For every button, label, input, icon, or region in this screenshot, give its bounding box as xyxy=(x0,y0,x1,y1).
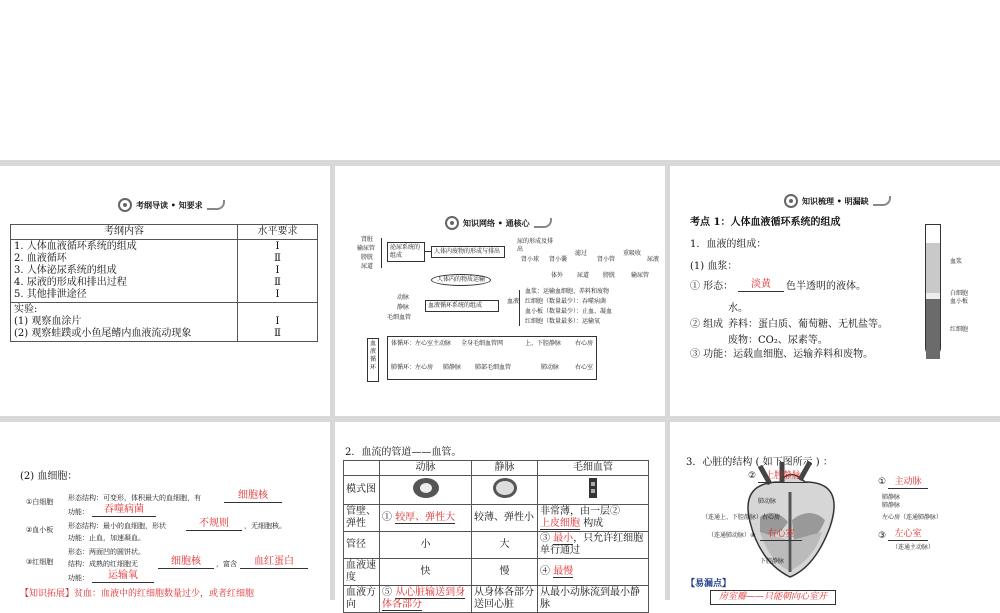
label-number: ① xyxy=(878,477,887,487)
artery-lumen: 小 xyxy=(380,532,472,559)
vein-wall: 较薄、弹性小 xyxy=(472,505,538,532)
row-label: 管径 xyxy=(344,532,380,559)
urinary-part-label: 输尿管 xyxy=(357,245,376,252)
capillary-wall-text: 非常薄，由一层② xyxy=(540,506,620,517)
answer-number: ③ xyxy=(540,533,550,544)
vein-image-cell xyxy=(472,476,538,505)
wbc-function-label: 功能： xyxy=(68,508,89,516)
platelet-shape-answer: 不规则 xyxy=(186,518,242,531)
blood-component: 红细胞（数量最多）：运输氧 xyxy=(525,318,601,325)
slide-blood-cells[interactable] xyxy=(0,422,330,600)
left-ventricle-answer: 左心室 xyxy=(888,528,928,541)
rbc-structure-mid: ，富含 xyxy=(216,560,237,568)
row-label: 血液方向 xyxy=(344,586,380,613)
compass-ornament-icon xyxy=(445,216,459,230)
artery-speed: 快 xyxy=(380,559,472,586)
blood-component: 血浆：运输血细胞、养料和废物 xyxy=(525,288,610,295)
artery-direction-cell xyxy=(380,586,472,613)
urinary-part-label: 肾脏 xyxy=(361,236,374,243)
header-cell: 静脉 xyxy=(472,461,538,476)
platelet-shape-suffix: ，无细胞核。 xyxy=(244,522,286,530)
badge-label: 考纲导读 • 知要求 xyxy=(136,200,203,210)
slide-grid xyxy=(0,160,1000,610)
content-line: (2) 观察蛙蹼或小鱼尾鳍内血液流动现象 xyxy=(14,328,192,339)
loop-node: 上、下腔静脉 xyxy=(525,340,562,347)
right-ventricle-answer: 右心室 xyxy=(760,528,802,541)
header-cell: 动脉 xyxy=(380,461,472,476)
requirements-table xyxy=(10,224,318,342)
platelet-shape-text: 形态结构：最小的血细胞，形状 xyxy=(68,522,166,530)
knowledge-extension: 【知识拓展】贫血：血液中的红细胞数量过少，或者红细胞 xyxy=(20,589,255,599)
loop-node: 肺静脉 xyxy=(443,364,462,371)
vein-direction: 从身体各部分送回心脏 xyxy=(472,586,538,613)
header-cell: 毛细血管 xyxy=(538,461,649,476)
section-badge xyxy=(118,196,225,214)
flow-node: 肾小管 xyxy=(597,256,616,263)
plasma-form-text: 色半透明的液体。 xyxy=(786,281,866,292)
level-value: Ⅱ xyxy=(274,253,281,264)
platelet-label: ②血小板 xyxy=(26,526,54,534)
left-atrium-label: 左心房（连通肺静脉） xyxy=(882,514,943,521)
plasma-components-label: ② 组成 xyxy=(690,319,724,330)
capillary-image-cell xyxy=(538,476,649,505)
transport-oval: 人体内的物质运输 xyxy=(431,274,491,286)
artery-direction-answer: 从心脏输送到身体各部分 xyxy=(382,587,466,610)
table-row xyxy=(344,586,649,613)
topic-heading: 考点 1：人体血液循环系统的组成 xyxy=(690,217,841,228)
table-row xyxy=(344,505,649,532)
blood-test-tube xyxy=(925,224,941,356)
heart-title: 3．心脏的结构 ( 如下图所示 ) ： xyxy=(686,457,833,468)
flow-node: 输尿管 xyxy=(631,272,650,279)
label-number: ③ xyxy=(878,531,887,541)
pulmonary-artery-label: 肺动脉 xyxy=(758,498,777,505)
tip-heading: 【易漏点】 xyxy=(686,579,732,589)
slide-knowledge-review[interactable] xyxy=(670,166,1000,416)
plasma-nutrients: 养料：蛋白质、葡萄糖、无机盐等。 xyxy=(728,319,888,330)
capillary-wall-suffix: 构成 xyxy=(583,518,604,529)
platelet-function: 功能：止血，加速凝血。 xyxy=(68,534,145,542)
table-row xyxy=(344,559,649,586)
left-ventricle-note: （连通主动脉） xyxy=(892,544,935,551)
aorta-answer: 主动脉 xyxy=(888,476,928,489)
plasma-function: ③ 功能：运载血细胞、运输养料和废物。 xyxy=(690,349,874,360)
vein-speed: 慢 xyxy=(472,559,538,586)
slide-knowledge-network[interactable] xyxy=(335,166,665,416)
vessels-title: 2．血流的管道——血管。 xyxy=(345,447,462,458)
right-atrium-label: （连通上、下腔静脉）右心房 xyxy=(702,514,781,521)
level-value: Ⅰ xyxy=(275,289,280,300)
plasma-water: 水。 xyxy=(728,303,748,314)
waste-excretion-box: 人体内废物的形成与排出 xyxy=(431,246,505,258)
content-line: 实验: xyxy=(14,304,38,315)
slide-heart-structure[interactable] xyxy=(670,422,1000,600)
content-line: 1. 人体血液循环系统的组成 xyxy=(14,241,137,252)
plasma-waste: 废物：CO₂、尿素等。 xyxy=(728,335,828,346)
bracket-line xyxy=(381,238,382,268)
flow-node: 膀胱 xyxy=(603,272,616,279)
table-row xyxy=(344,532,649,559)
capillary-lumen-suffix: ，只允许红细胞单行通过 xyxy=(540,533,644,556)
urinary-part-label: 膀胱 xyxy=(361,254,374,261)
header-cell xyxy=(344,461,380,476)
circulation-box: 血液循环 xyxy=(367,338,379,382)
inferior-vena-cava-label: 下腔静脉 xyxy=(760,558,785,565)
rbc-layer xyxy=(926,299,940,359)
pulmonary-vein-label: 肺静脉 xyxy=(882,494,901,501)
wbc-label: ①白细胞 xyxy=(26,498,54,506)
urinary-system-box: 泌尿系统的组成 xyxy=(387,242,425,262)
capillary-lumen-cell xyxy=(538,532,649,559)
content-cell xyxy=(11,303,238,342)
blood-cells-title: (2) 血细胞： xyxy=(20,471,78,482)
blood-component: 红细胞（数量最少）：吞噬病菌 xyxy=(525,298,607,305)
flow-node: 尿液 xyxy=(647,256,660,263)
artery-image-cell xyxy=(380,476,472,505)
scroll-tail-icon xyxy=(534,218,552,228)
capillary-speed-answer: 最慢 xyxy=(553,566,574,577)
answer-number: ① xyxy=(382,512,392,523)
badge-label: 知识网络 • 通核心 xyxy=(463,218,530,228)
vein-lumen: 大 xyxy=(472,532,538,559)
flow-node: 体外 xyxy=(551,272,564,279)
rbc-shape: 形态：两面凹的圆饼状。 xyxy=(68,548,145,556)
row-label: 血液速度 xyxy=(344,559,380,586)
flow-step-label: 滤过 xyxy=(575,250,588,257)
vein-cross-section-icon xyxy=(490,477,520,499)
answer-number: ④ xyxy=(540,566,550,577)
level-value: Ⅰ xyxy=(275,316,280,327)
pulmonary-vein-label: 肺静脉 xyxy=(882,502,901,509)
urinary-part-label: 尿道 xyxy=(361,263,374,270)
level-value: Ⅱ xyxy=(274,328,281,339)
header-content: 考纲内容 xyxy=(11,225,238,240)
loop-node: 肺动脉 xyxy=(541,364,560,371)
tube-label: 血小板 xyxy=(950,298,969,305)
plasma-color-answer: 淡黄 xyxy=(738,279,784,292)
table-row xyxy=(11,303,318,342)
level-value: Ⅱ xyxy=(274,277,281,288)
badge-label: 知识梳理 • 明漏缺 xyxy=(802,196,869,206)
flow-node: 肾小囊 xyxy=(549,256,568,263)
rbc-function-label: 功能： xyxy=(68,574,89,582)
flow-node: 尿道 xyxy=(577,272,590,279)
tube-label: 红细胞 xyxy=(950,326,969,333)
content-cell xyxy=(11,240,238,303)
level-value: Ⅰ xyxy=(275,265,280,276)
slide-blood-vessels[interactable] xyxy=(335,422,665,610)
content-line: 2. 血液循环 xyxy=(14,253,67,264)
compass-ornament-icon xyxy=(118,198,132,212)
superior-vena-cava-answer: 上腔静脉 xyxy=(758,470,808,483)
capillary-wall-answer: 上皮细胞 xyxy=(540,518,580,529)
plasma-layer xyxy=(926,243,940,293)
row-label: 管壁、弹性 xyxy=(344,505,380,532)
blood-composition-title: 1．血液的组成： xyxy=(690,239,767,250)
header-level: 水平要求 xyxy=(238,225,318,240)
table-row xyxy=(11,240,318,303)
row-label: 模式图 xyxy=(344,476,380,505)
table-row xyxy=(344,461,649,476)
content-line: 5. 其他排泄途径 xyxy=(14,289,87,300)
table-row xyxy=(344,476,649,505)
rbc-structure-text: 结构：成熟的红细胞无 xyxy=(68,560,138,568)
urine-formation-label: 尿的形成及排出 xyxy=(517,238,554,253)
flow-step-label: 重吸收 xyxy=(623,250,642,257)
content-line: 4. 尿液的形成和排出过程 xyxy=(14,277,127,288)
rbc-label: ③红细胞 xyxy=(26,558,54,566)
rbc-hemoglobin-answer: 血红蛋白 xyxy=(240,556,308,569)
loop-node: 肺循环：左心房 xyxy=(391,364,434,371)
vessel-label: 毛细血管 xyxy=(387,314,412,321)
scroll-tail-icon xyxy=(873,196,891,206)
loop-node: 肺部毛细血管 xyxy=(475,364,512,371)
circulatory-system-box: 血液循环系统的组成 xyxy=(425,300,499,312)
capillary-lumen-answer: 最小 xyxy=(553,533,574,544)
compass-ornament-icon xyxy=(784,194,798,208)
wbc-function-answer: 吞噬病菌 xyxy=(92,504,156,517)
label-number: ② xyxy=(748,471,757,481)
level-value xyxy=(241,304,314,316)
blood-label: 血液 xyxy=(507,298,520,305)
artery-wall-cell xyxy=(380,505,472,532)
vessel-comparison-table xyxy=(343,460,649,613)
answer-number: ⑤ xyxy=(382,587,392,598)
tube-label: 白细胞 xyxy=(950,290,969,297)
artery-wall-answer: 较厚、弹性大 xyxy=(395,512,456,523)
scroll-tail-icon xyxy=(207,200,225,210)
level-cell xyxy=(238,240,318,303)
capillary-direction: 从最小动脉流到最小静脉 xyxy=(538,586,649,613)
content-line: 3. 人体泌尿系统的组成 xyxy=(14,265,117,276)
section-badge xyxy=(445,214,552,232)
artery-cross-section-icon xyxy=(411,477,441,499)
flow-node: 肾小球 xyxy=(521,256,540,263)
tube-label: 血浆 xyxy=(950,258,963,265)
loop-node: 主动脉 xyxy=(433,340,452,347)
plasma-form-label: ① 形态： xyxy=(690,281,734,292)
loop-node: 右心房 xyxy=(575,340,594,347)
level-value: Ⅰ xyxy=(275,241,280,252)
blank-top-area xyxy=(0,0,1000,160)
capillary-icon xyxy=(587,477,599,499)
vessel-label: 静脉 xyxy=(397,304,410,311)
level-cell xyxy=(238,303,318,342)
loop-node: 体循环：左心室 xyxy=(391,340,434,347)
tip-valve-note: 房室瓣——只能朝向心室开 xyxy=(710,590,836,605)
content-line: (1) 观察血涂片 xyxy=(14,316,82,327)
blood-component: 血小板（数量最少）：止血、凝血 xyxy=(525,308,613,315)
rbc-nucleus-answer: 细胞核 xyxy=(158,556,214,569)
plasma-title: (1) 血浆： xyxy=(690,261,738,272)
rbc-function-answer: 运输氧 xyxy=(92,570,154,583)
capillary-wall-cell xyxy=(538,505,649,532)
section-badge xyxy=(784,192,891,210)
capillary-speed-cell xyxy=(538,559,649,586)
wbc-shape-text: 形态结构：可变形，体积最大的血细胞，有 xyxy=(68,494,201,502)
slide-exam-outline[interactable] xyxy=(0,166,330,416)
vessel-label: 动脉 xyxy=(397,294,410,301)
loop-node: 右心室 xyxy=(575,364,594,371)
loop-node: 全身毛细血管网 xyxy=(461,340,504,347)
bracket-line xyxy=(519,290,520,326)
right-ventricle-note: （连通肺动脉）④ xyxy=(708,532,756,539)
wbc-nucleus-answer: 细胞核 xyxy=(224,490,282,503)
